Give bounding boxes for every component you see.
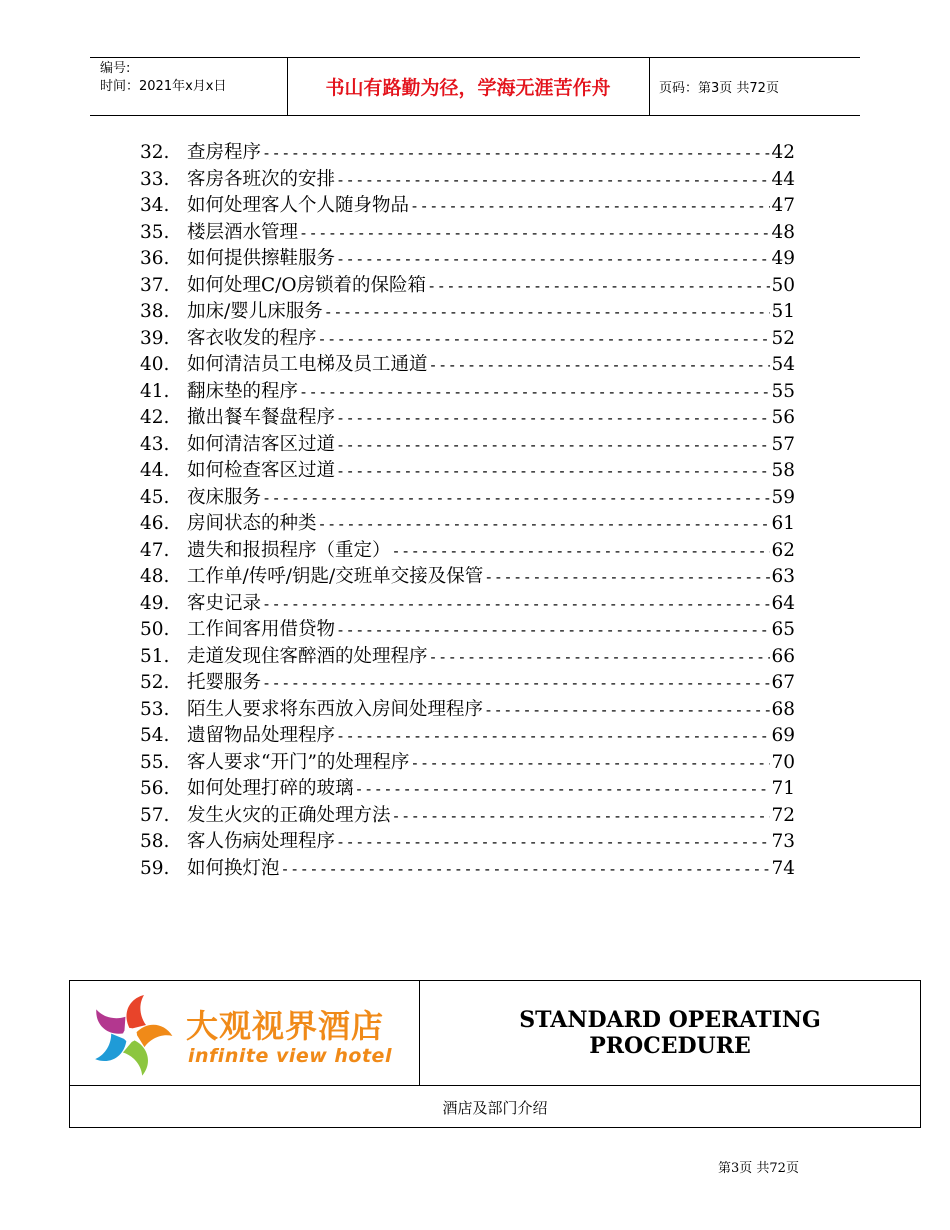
toc-entry[interactable] xyxy=(140,617,795,644)
toc-leader-dashes xyxy=(324,299,771,326)
toc-entry[interactable] xyxy=(140,538,795,565)
toc-entry-number: 56. xyxy=(140,778,170,799)
toc-entry-title: 房间状态的种类 xyxy=(187,513,317,534)
toc-entry-number: 41. xyxy=(140,380,170,402)
toc-entry-number: 44. xyxy=(140,460,170,481)
toc-entry[interactable] xyxy=(140,750,795,777)
toc-leader-dashes xyxy=(318,511,771,538)
toc-entry-number: 45. xyxy=(140,486,170,508)
toc-entry-number: 34. xyxy=(140,195,170,216)
toc-leader-dashes xyxy=(262,591,770,618)
toc-entry-number: 37. xyxy=(140,274,170,296)
toc-entry-title: 加床/婴儿床服务 xyxy=(187,301,323,322)
toc-entry-number: 52. xyxy=(140,672,170,693)
page-footer: 第3页 共72页 xyxy=(718,1161,799,1176)
toc-entry-page: 57 xyxy=(771,433,795,455)
toc-leader-dashes xyxy=(336,829,770,856)
toc-entry-title: 客衣收发的程序 xyxy=(187,327,317,349)
toc-entry-title: 如何处理客人个人随身物品 xyxy=(187,195,410,216)
toc-entry-page: 67 xyxy=(771,672,795,693)
toc-leader-dashes xyxy=(299,220,770,247)
toc-entry-page: 44 xyxy=(771,168,795,190)
toc-entry-title: 翻床垫的程序 xyxy=(187,380,299,402)
header-divider-right xyxy=(649,57,650,115)
toc-entry-title: 如何换灯泡 xyxy=(187,857,280,879)
sop-title-line2: PROCEDURE xyxy=(589,1033,751,1059)
toc-entry-page: 63 xyxy=(771,566,795,587)
toc-leader-dashes xyxy=(281,856,771,883)
toc-entry-title: 遗留物品处理程序 xyxy=(187,725,336,746)
toc-leader-dashes xyxy=(336,458,770,485)
toc-entry[interactable] xyxy=(140,803,795,830)
toc-entry-page: 50 xyxy=(771,274,795,296)
toc-leader-dashes xyxy=(427,273,770,300)
toc-leader-dashes xyxy=(355,776,771,803)
toc-leader-dashes xyxy=(429,644,771,671)
toc-entry-page: 56 xyxy=(771,407,795,428)
toc-entry-number: 39. xyxy=(140,327,170,349)
toc-entry-title: 如何检查客区过道 xyxy=(187,460,336,481)
toc-entry-number: 48. xyxy=(140,566,170,587)
toc-leader-dashes xyxy=(336,723,770,750)
toc-entry[interactable] xyxy=(140,829,795,856)
toc-leader-dashes xyxy=(484,697,770,724)
toc-leader-dashes xyxy=(262,140,770,167)
toc-entry-title: 走道发现住客醉酒的处理程序 xyxy=(187,645,428,667)
time-label: 时间：2021年x月x日 xyxy=(100,79,227,94)
toc-leader-dashes xyxy=(318,326,771,353)
toc-entry-page: 49 xyxy=(771,248,795,269)
toc-entry[interactable] xyxy=(140,485,795,512)
toc-entry-page: 72 xyxy=(771,804,795,826)
toc-entry[interactable] xyxy=(140,273,795,300)
toc-entry-number: 49. xyxy=(140,592,170,614)
toc-leader-dashes xyxy=(484,564,770,591)
toc-leader-dashes xyxy=(392,803,771,830)
logo-chinese-name: 大观视界酒店 xyxy=(186,1007,385,1045)
toc-entry[interactable] xyxy=(140,856,795,883)
toc-entry-title: 客人要求“开门”的处理程序 xyxy=(187,751,410,773)
toc-entry-number: 43. xyxy=(140,433,170,455)
sop-title-line1: STANDARD OPERATING xyxy=(519,1007,821,1033)
toc-entry-number: 33. xyxy=(140,168,170,190)
toc-entry[interactable] xyxy=(140,723,795,750)
toc-entry[interactable] xyxy=(140,299,795,326)
toc-entry-number: 53. xyxy=(140,698,170,720)
toc-entry-title: 如何处理打碎的玻璃 xyxy=(187,778,354,799)
toc-entry-title: 陌生人要求将东西放入房间处理程序 xyxy=(187,698,484,720)
toc-entry-page: 74 xyxy=(771,857,795,879)
footer-caption: 酒店及部门介绍 xyxy=(442,1098,548,1117)
toc-entry-page: 51 xyxy=(771,301,795,322)
toc-entry-title: 发生火灾的正确处理方法 xyxy=(187,804,391,826)
toc-entry[interactable] xyxy=(140,697,795,724)
toc-entry-title: 工作间客用借贷物 xyxy=(187,619,336,640)
toc-entry-page: 66 xyxy=(771,645,795,667)
toc-entry-title: 托婴服务 xyxy=(187,672,262,693)
toc-leader-dashes xyxy=(262,670,770,697)
toc-entry[interactable] xyxy=(140,193,795,220)
toc-entry[interactable] xyxy=(140,167,795,194)
toc-entry-number: 35. xyxy=(140,221,170,243)
toc-entry-page: 69 xyxy=(771,725,795,746)
toc-entry-number: 47. xyxy=(140,539,170,561)
toc-entry[interactable] xyxy=(140,644,795,671)
toc-entry-number: 57. xyxy=(140,804,170,826)
toc-entry-page: 42 xyxy=(771,142,795,163)
toc-entry-page: 48 xyxy=(771,221,795,243)
toc-entry-title: 遗失和报损程序（重定） xyxy=(187,539,391,561)
toc-leader-dashes xyxy=(336,246,770,273)
toc-entry[interactable] xyxy=(140,511,795,538)
toc-entry-page: 65 xyxy=(771,619,795,640)
toc-leader-dashes xyxy=(336,405,770,432)
toc-entry-number: 55. xyxy=(140,751,170,773)
toc-entry-page: 64 xyxy=(771,592,795,614)
toc-entry-title: 客史记录 xyxy=(187,592,262,614)
toc-entry-title: 夜床服务 xyxy=(187,486,262,508)
toc-entry[interactable] xyxy=(140,432,795,459)
toc-entry-title: 客人伤病处理程序 xyxy=(187,831,336,852)
toc-leader-dashes xyxy=(299,379,770,406)
toc-entry[interactable] xyxy=(140,670,795,697)
toc-entry-number: 32. xyxy=(140,142,170,163)
header-page-info: 页码：第3页 共72页 xyxy=(659,80,779,96)
toc-entry-page: 55 xyxy=(771,380,795,402)
toc-entry-number: 46. xyxy=(140,513,170,534)
header-motto: 书山有路勤为径，学海无涯苦作舟 xyxy=(325,76,611,99)
toc-leader-dashes xyxy=(429,352,771,379)
toc-entry-number: 59. xyxy=(140,857,170,879)
toc-entry-title: 如何提供擦鞋服务 xyxy=(187,248,336,269)
toc-entry[interactable] xyxy=(140,246,795,273)
toc-entry-page: 71 xyxy=(771,778,795,799)
logo-english-name: infinite view hotel xyxy=(188,1045,392,1067)
header-meta xyxy=(100,60,226,96)
toc-leader-dashes xyxy=(410,750,770,777)
toc-leader-dashes xyxy=(392,538,771,565)
toc-entry[interactable] xyxy=(140,776,795,803)
toc-leader-dashes xyxy=(336,167,770,194)
toc-entry[interactable] xyxy=(140,220,795,247)
number-label: 编号: xyxy=(100,61,131,76)
sop-title xyxy=(420,981,920,1085)
toc-entry[interactable] xyxy=(140,591,795,618)
sop-footer-box xyxy=(69,980,921,1128)
pinwheel-logo-icon xyxy=(84,989,176,1081)
toc-entry-page: 61 xyxy=(771,513,795,534)
toc-entry-number: 36. xyxy=(140,248,170,269)
toc-entry-title: 楼层酒水管理 xyxy=(187,221,299,243)
toc-leader-dashes xyxy=(336,617,770,644)
toc-entry[interactable] xyxy=(140,379,795,406)
toc-entry-number: 50. xyxy=(140,619,170,640)
toc-entry-page: 47 xyxy=(771,195,795,216)
toc-entry-title: 如何清洁客区过道 xyxy=(187,433,336,455)
toc-entry-title: 客房各班次的安排 xyxy=(187,168,336,190)
toc-entry-number: 38. xyxy=(140,301,170,322)
toc-entry-title: 如何清洁员工电梯及员工通道 xyxy=(187,354,428,375)
hotel-logo xyxy=(84,989,414,1081)
toc-entry-number: 51. xyxy=(140,645,170,667)
toc-entry-number: 54. xyxy=(140,725,170,746)
toc-entry-page: 58 xyxy=(771,460,795,481)
toc-entry-title: 工作单/传呼/钥匙/交班单交接及保管 xyxy=(187,566,484,587)
toc-entry-number: 58. xyxy=(140,831,170,852)
toc-entry-page: 73 xyxy=(771,831,795,852)
toc-leader-dashes xyxy=(262,485,770,512)
toc-entry[interactable] xyxy=(140,352,795,379)
toc-entry-title: 如何处理C/O房锁着的保险箱 xyxy=(187,274,427,296)
toc-entry[interactable] xyxy=(140,326,795,353)
toc-entry[interactable] xyxy=(140,564,795,591)
toc-entry-number: 42. xyxy=(140,407,170,428)
toc-entry-number: 40. xyxy=(140,354,170,375)
toc-entry-title: 撤出餐车餐盘程序 xyxy=(187,407,336,428)
toc-entry[interactable] xyxy=(140,405,795,432)
toc-entry-page: 70 xyxy=(771,751,795,773)
toc-leader-dashes xyxy=(336,432,770,459)
toc-entry[interactable] xyxy=(140,140,795,167)
toc-leader-dashes xyxy=(410,193,770,220)
toc-entry-page: 54 xyxy=(771,354,795,375)
toc-entry-title: 查房程序 xyxy=(187,142,262,163)
header-bottom-rule xyxy=(90,115,860,116)
toc-entry-page: 52 xyxy=(771,327,795,349)
table-of-contents xyxy=(140,140,795,882)
toc-entry[interactable] xyxy=(140,458,795,485)
toc-entry-page: 62 xyxy=(771,539,795,561)
toc-entry-page: 68 xyxy=(771,698,795,720)
toc-entry-page: 59 xyxy=(771,486,795,508)
